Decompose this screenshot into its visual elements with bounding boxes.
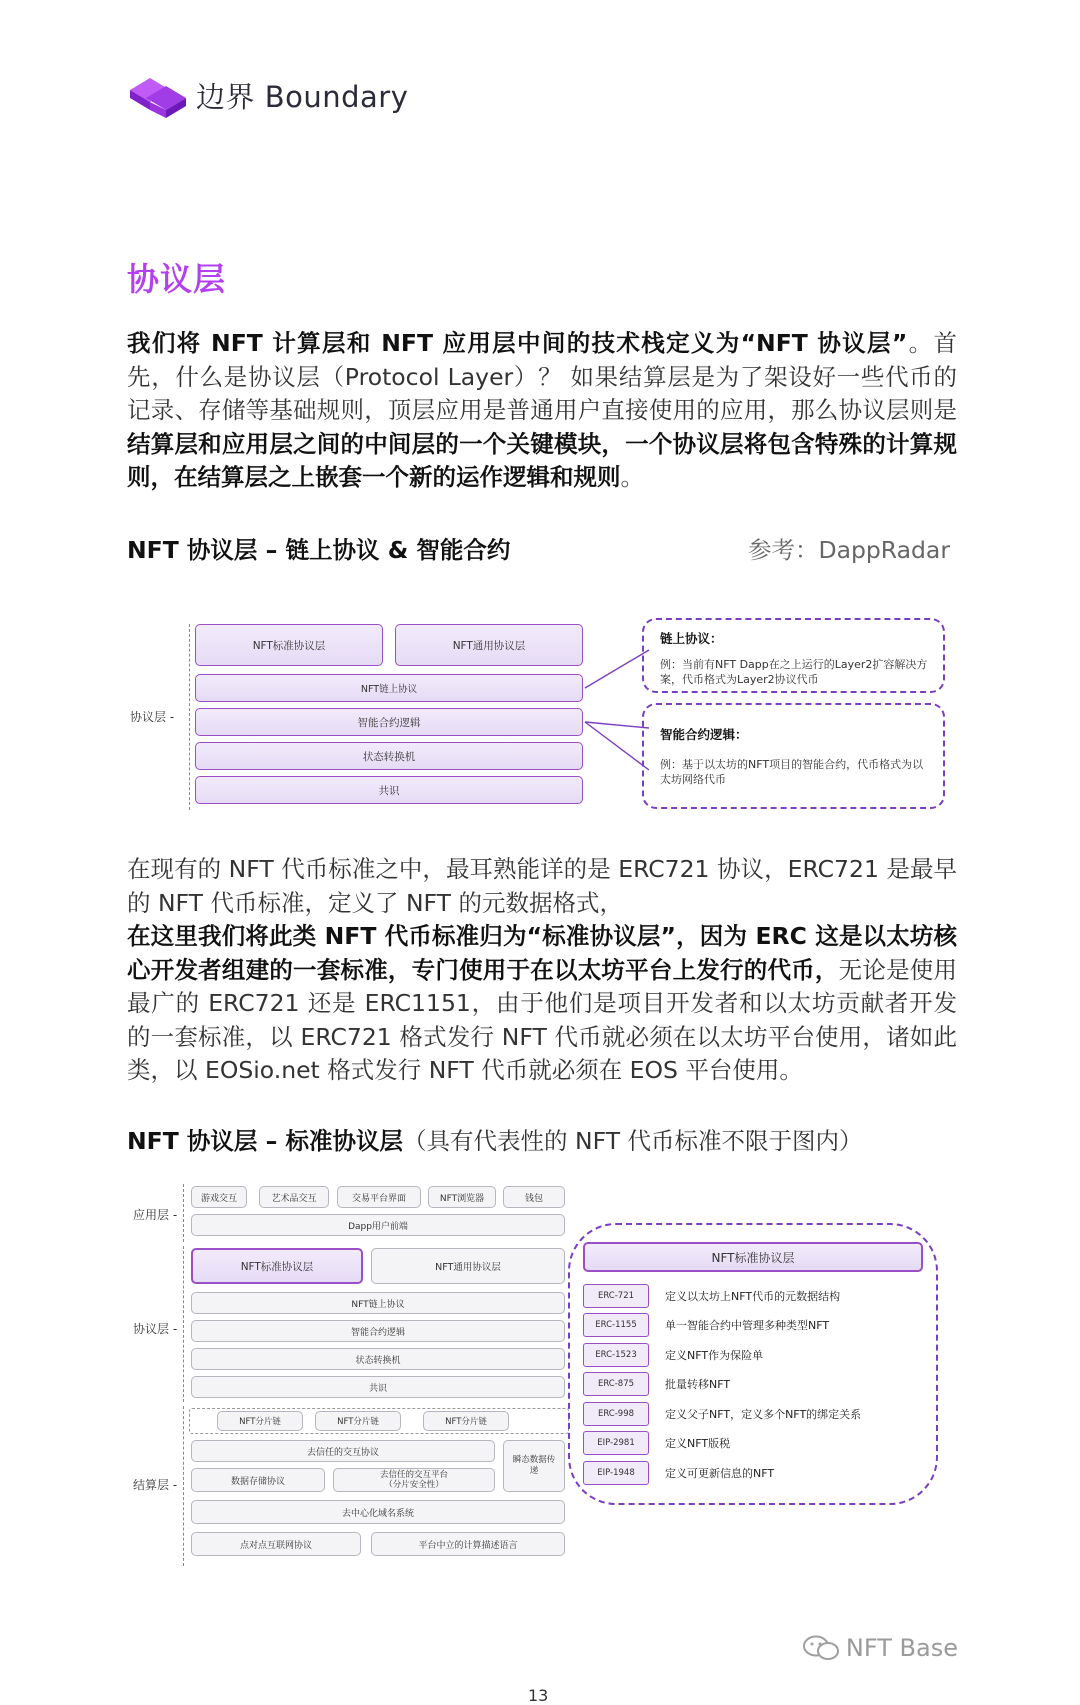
app-exchange: 交易平台界面 <box>337 1186 421 1208</box>
erc-row: ERC-998 定义父子NFT，定义多个NFT的绑定关系 <box>583 1402 861 1426</box>
box2-consensus: 共识 <box>191 1376 565 1398</box>
erc-row: EIP-2981 定义NFT版税 <box>583 1431 730 1455</box>
p2p-protocol: 点对点互联网协议 <box>191 1532 361 1556</box>
shard-chain-2: NFT分片链 <box>315 1411 401 1431</box>
app-browser: NFT浏览器 <box>428 1186 496 1208</box>
erc-row: EIP-1948 定义可更新信息的NFT <box>583 1461 774 1485</box>
app-dapp-frontend: Dapp用户前端 <box>191 1214 565 1236</box>
box-consensus: 共识 <box>195 776 583 804</box>
erc-panel-title: NFT标准协议层 <box>583 1242 923 1272</box>
layer-label-settlement: 结算层 - <box>133 1478 178 1492</box>
shard-chain-1: NFT分片链 <box>217 1411 303 1431</box>
storage-protocol: 数据存储协议 <box>191 1468 325 1492</box>
footer-brand: NFT Base <box>802 1634 958 1662</box>
box-state-machine: 状态转换机 <box>195 742 583 770</box>
page-number: 13 <box>528 1686 549 1705</box>
erc-row: ERC-1155 单一智能合约中管理多种类型NFT <box>583 1313 829 1337</box>
app-wallet: 钱包 <box>503 1186 565 1208</box>
brand-name: 边界 Boundary <box>196 79 409 114</box>
box-nft-chain: NFT链上协议 <box>195 674 583 702</box>
diagram-nft-stack <box>127 1180 957 1570</box>
note-smart-contract: 智能合约逻辑： 例：基于以太坊的NFT项目的智能合约，代币格式为以太坊网络代币 <box>642 703 945 809</box>
transient-data: 瞬态数据传递 <box>503 1440 565 1492</box>
layer-label-protocol-2: 协议层 - <box>133 1322 178 1336</box>
box-nft-standard: NFT标准协议层 <box>195 624 383 666</box>
layer-label-protocol: 协议层 - <box>130 710 175 724</box>
heading-standard-protocol: NFT 协议层 – 标准协议层（具有代表性的 NFT 代币标准不限于图内） <box>127 1127 863 1155</box>
wechat-icon <box>802 1634 840 1662</box>
box2-nft-chain: NFT链上协议 <box>191 1292 565 1314</box>
intro-paragraph: 我们将 NFT 计算层和 NFT 应用层中间的技术栈定义为“NFT 协议层”。首先，什么是协议层（Protocol Layer）？ 如果结算层是为了架设好一些代币的记录、存储等基础规则，顶层应用是普通用户直接使用的应用，那么协议层则是结算层和应用层之间的中间层的一个关键模块，一个协议层将包含特殊的计算规则，在结算层之上嵌套一个新的运作逻辑和规则。 <box>127 329 957 491</box>
box2-nft-standard: NFT标准协议层 <box>191 1248 363 1284</box>
app-game: 游戏交互 <box>191 1186 247 1208</box>
boundary-logo-icon <box>126 70 190 120</box>
erc-row: ERC-1523 定义NFT作为保险单 <box>583 1343 763 1367</box>
dns-system: 去中心化域名系统 <box>191 1500 565 1524</box>
app-art: 艺术品交互 <box>259 1186 329 1208</box>
trustless-platform: 去信任的交互平台 （分片安全性） <box>333 1468 495 1492</box>
diagram-protocol-layer <box>127 618 957 813</box>
box-nft-general: NFT通用协议层 <box>395 624 583 666</box>
box2-smart-contract: 智能合约逻辑 <box>191 1320 565 1342</box>
box-smart-contract: 智能合约逻辑 <box>195 708 583 736</box>
erc-row: ERC-875 批量转移NFT <box>583 1372 730 1396</box>
erc-row: ERC-721 定义以太坊上NFT代币的元数据结构 <box>583 1284 840 1308</box>
reference-source: 参考：DappRadar <box>747 536 950 564</box>
note-onchain-protocol: 链上协议： 例：当前有NFT Dapp在之上运行的Layer2扩容解决方案，代币格式为Layer2协议代币 <box>642 618 945 693</box>
heading-onchain-protocol: NFT 协议层 – 链上协议 & 智能合约 <box>127 536 511 564</box>
layer-label-application: 应用层 - <box>133 1208 178 1222</box>
section-title: 协议层 <box>127 260 227 298</box>
shard-chain-3: NFT分片链 <box>423 1411 509 1431</box>
neutral-language: 平台中立的计算描述语言 <box>371 1532 565 1556</box>
erc-paragraph: 在现有的 NFT 代币标准之中，最耳熟能详的是 ERC721 协议，ERC721 是最早的 NFT 代币标准，定义了 NFT 的元数据格式， 在这里我们将此类 NFT 代币标准归为“标准协议层”，因为 ERC 这是以太坊核心开发者组建的一套标准，专门使用于在以太坊平台上发行的代币，无论是使用最广的 ERC721 还是 ERC1151，由于他们是项目开发者和以太坊贡献者开发的一套标准，以 ERC721 格式发行 NFT 代币就必须在以太坊平台使用，诸如此类，以 EOSio.net 格式发行 NFT 代币就必须在 EOS 平台使用。 <box>127 855 958 1084</box>
trustless-protocol: 去信任的交互协议 <box>191 1440 495 1462</box>
brand-logo <box>126 70 408 120</box>
box2-state-machine: 状态转换机 <box>191 1348 565 1370</box>
box2-nft-general: NFT通用协议层 <box>371 1248 565 1284</box>
